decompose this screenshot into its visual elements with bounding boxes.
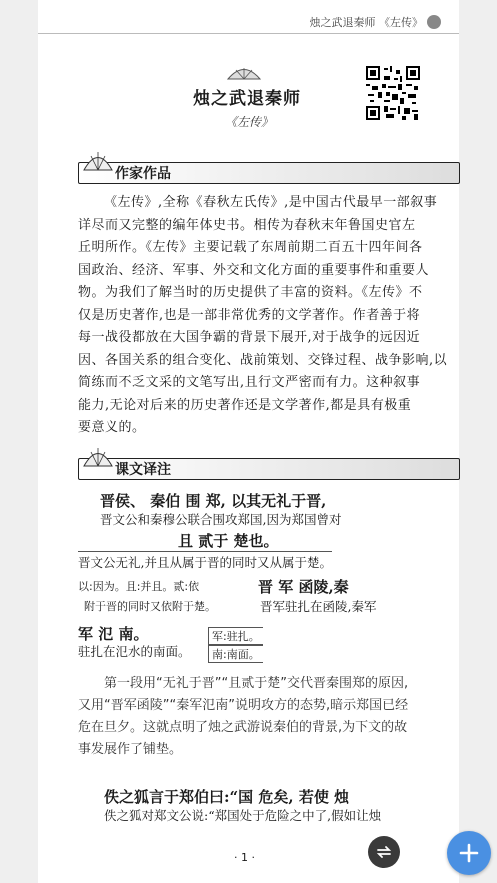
running-title: 烛之武退秦师 《左传》: [309, 16, 423, 29]
page-number: · 1 ·: [234, 851, 255, 864]
translation-line: 晋军驻扎在函陵,秦军: [260, 599, 377, 614]
annotation-note: 军:驻扎。: [208, 627, 263, 645]
commentary-paragraph: [78, 673, 458, 761]
swap-page-button[interactable]: [368, 836, 400, 868]
section-header-author: [78, 162, 460, 184]
author-line: 《左传》,全称《春秋左氏传》,是中国古代最早一部叙事: [104, 195, 438, 210]
section-title-author: 作家作品: [115, 166, 171, 182]
author-line: 丘明所作。《左传》主要记载了东周前期二百五十四年间各: [78, 240, 423, 255]
author-line: 每一战役都放在大国争霸的背景下展开,对于战争的远因近: [78, 330, 421, 345]
author-line: 详尽而又完整的编年体史书。相传为春秋末年鲁国史官左: [78, 217, 416, 233]
author-line: 仅是历史著作,也是一部非常优秀的文学著作。作者善于将: [78, 307, 421, 323]
page-title: 烛之武退秦师: [193, 89, 301, 109]
author-paragraph: [78, 192, 462, 440]
seal-icon: [427, 15, 441, 29]
section-title-translation: 课文译注: [115, 462, 171, 478]
document-page[interactable]: [38, 0, 459, 883]
add-floating-button[interactable]: [447, 831, 491, 875]
original-text-line: 晋侯、 秦伯 围 郑, 以其无礼于晋,: [100, 492, 327, 510]
original-text-line: 且 贰于 楚也。: [178, 532, 279, 550]
original-text-line: 晋 军 函陵,秦: [258, 578, 349, 596]
header-divider: [38, 33, 459, 34]
author-line: 国政治、经济、军事、外交和文化方面的重要事件和重要人: [78, 262, 430, 278]
author-line: 要意义的。: [78, 420, 146, 435]
commentary-line: 第一段用“无礼于晋”“且贰于楚”交代晋秦围郑的原因,: [104, 676, 409, 691]
section-header-translation: [78, 458, 460, 480]
swap-icon: [375, 843, 393, 861]
fan-ornament-icon: [226, 66, 262, 80]
original-text-line: 军 氾 南。: [78, 625, 149, 643]
right-margin: [459, 0, 497, 883]
translation-line: 佚之狐对郑文公说:“郑国处于危险之中了,假如让烛: [104, 808, 382, 823]
annotation-note: 以:因为。且:并且。贰:依: [78, 580, 200, 593]
translation-line: 晋文公无礼,并且从属于晋的同时又从属于楚。: [78, 551, 332, 571]
commentary-line: 危在旦夕。这就点明了烛之武游说秦伯的背景,为下文的故: [78, 720, 408, 735]
plus-icon: [458, 842, 480, 864]
author-line: 物。为我们了解当时的历史提供了丰富的资料。《左传》不: [78, 285, 423, 300]
commentary-line: 事发展作了铺垫。: [78, 742, 183, 757]
annotation-note: 附于晋的同时又依附于楚。: [84, 600, 216, 613]
left-margin: [0, 0, 38, 883]
author-line: 因、各国关系的组合变化、战前策划、交锋过程、战争影响,以: [78, 352, 448, 368]
annotation-note: 南:南面。: [208, 645, 263, 663]
running-header: [310, 14, 442, 30]
author-line: 简练而不乏文采的文笔写出,且行文严密而有力。这种叙事: [78, 375, 421, 390]
fan-ornament-icon: [83, 445, 113, 467]
qr-code-icon[interactable]: [366, 66, 420, 120]
translation-line: 晋文公和秦穆公联合围攻郑国,因为郑国曾对: [100, 512, 342, 527]
author-line: 能力,无论对后来的历史著作还是文学著作,都是具有极重: [78, 397, 412, 413]
original-text-line: 佚之狐言于郑伯曰:“国 危矣, 若使 烛: [104, 788, 350, 806]
translation-line: 驻扎在氾水的南面。: [78, 644, 191, 659]
source-subtitle: 《左传》: [225, 115, 274, 129]
fan-ornament-icon: [83, 149, 113, 171]
commentary-line: 又用“晋军函陵”“秦军氾南”说明攻方的态势,暗示郑国已经: [78, 698, 409, 713]
